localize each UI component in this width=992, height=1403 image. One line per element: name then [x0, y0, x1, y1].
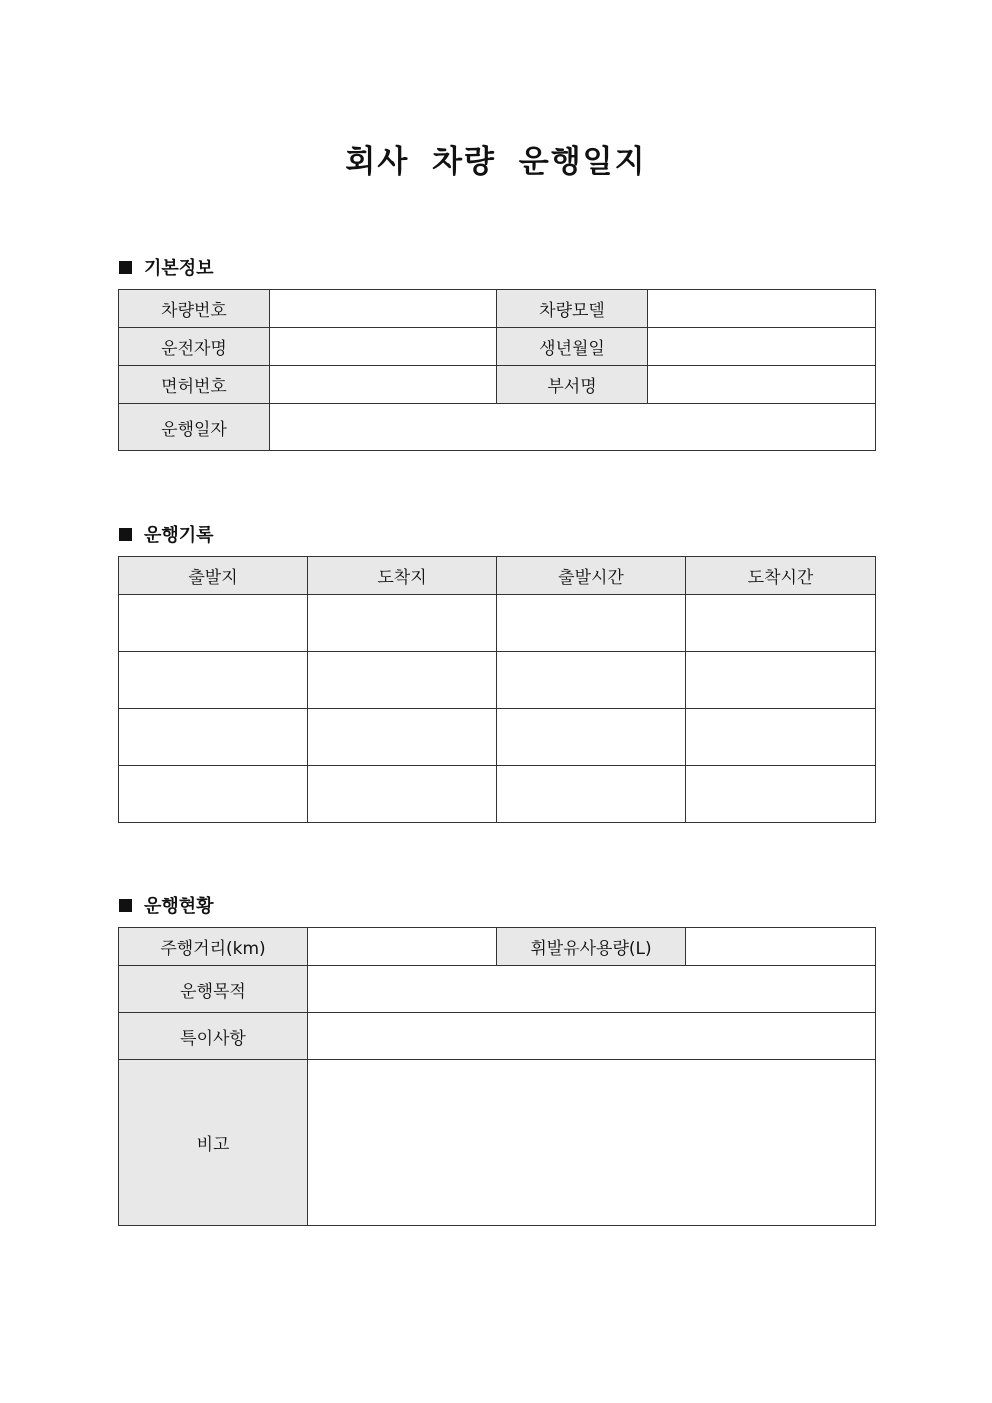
arrival-time-cell[interactable] [686, 652, 876, 709]
arrival-time-cell[interactable] [686, 595, 876, 652]
departure-header: 출발지 [119, 557, 308, 595]
page-title: 회사 차량 운행일지 [345, 144, 647, 180]
arrival-cell[interactable] [308, 595, 497, 652]
departure-cell[interactable] [119, 652, 308, 709]
remarks-label: 비고 [119, 1060, 308, 1226]
vehicle-number-label: 차량번호 [119, 290, 270, 328]
fuel-field[interactable] [686, 928, 876, 966]
table-row [119, 328, 876, 366]
vehicle-model-field[interactable] [648, 290, 876, 328]
table-row [119, 966, 876, 1013]
arrival-cell[interactable] [308, 652, 497, 709]
birth-date-field[interactable] [648, 328, 876, 366]
arrival-time-cell[interactable] [686, 766, 876, 823]
arrival-cell[interactable] [308, 766, 497, 823]
table-row [119, 766, 876, 823]
section-heading-basic [119, 254, 214, 280]
square-bullet-icon [119, 261, 132, 274]
table-row [119, 928, 876, 966]
department-label: 부서명 [497, 366, 648, 404]
notes-label: 특이사항 [119, 1013, 308, 1060]
vehicle-model-label: 차량모델 [497, 290, 648, 328]
status-table [118, 927, 876, 1226]
departure-time-cell[interactable] [497, 709, 686, 766]
purpose-label: 운행목적 [119, 966, 308, 1013]
operation-date-field[interactable] [270, 404, 876, 451]
purpose-field[interactable] [308, 966, 876, 1013]
departure-time-cell[interactable] [497, 766, 686, 823]
departure-time-header: 출발시간 [497, 557, 686, 595]
table-row [119, 1060, 876, 1226]
fuel-label: 휘발유사용량(L) [497, 928, 686, 966]
department-field[interactable] [648, 366, 876, 404]
table-row [119, 595, 876, 652]
vehicle-number-field[interactable] [270, 290, 497, 328]
section-title-basic: 기본정보 [144, 258, 214, 279]
table-row [119, 1013, 876, 1060]
records-table [118, 556, 876, 823]
table-row [119, 366, 876, 404]
arrival-time-cell[interactable] [686, 709, 876, 766]
operation-date-label: 운행일자 [119, 404, 270, 451]
distance-label: 주행거리(km) [119, 928, 308, 966]
driver-name-field[interactable] [270, 328, 497, 366]
departure-cell[interactable] [119, 766, 308, 823]
departure-cell[interactable] [119, 595, 308, 652]
license-number-field[interactable] [270, 366, 497, 404]
section-heading-status [119, 892, 214, 918]
table-row [119, 709, 876, 766]
license-number-label: 면허번호 [119, 366, 270, 404]
departure-time-cell[interactable] [497, 595, 686, 652]
basic-info-table [118, 289, 876, 451]
square-bullet-icon [119, 528, 132, 541]
departure-cell[interactable] [119, 709, 308, 766]
section-title-status: 운행현황 [144, 896, 214, 917]
table-row [119, 290, 876, 328]
table-header-row [119, 557, 876, 595]
arrival-time-header: 도착시간 [686, 557, 876, 595]
table-row [119, 652, 876, 709]
birth-date-label: 생년월일 [497, 328, 648, 366]
distance-field[interactable] [308, 928, 497, 966]
section-heading-records [119, 521, 214, 547]
square-bullet-icon [119, 899, 132, 912]
section-title-records: 운행기록 [144, 525, 214, 546]
table-row [119, 404, 876, 451]
notes-field[interactable] [308, 1013, 876, 1060]
arrival-cell[interactable] [308, 709, 497, 766]
driver-name-label: 운전자명 [119, 328, 270, 366]
departure-time-cell[interactable] [497, 652, 686, 709]
arrival-header: 도착지 [308, 557, 497, 595]
remarks-field[interactable] [308, 1060, 876, 1226]
